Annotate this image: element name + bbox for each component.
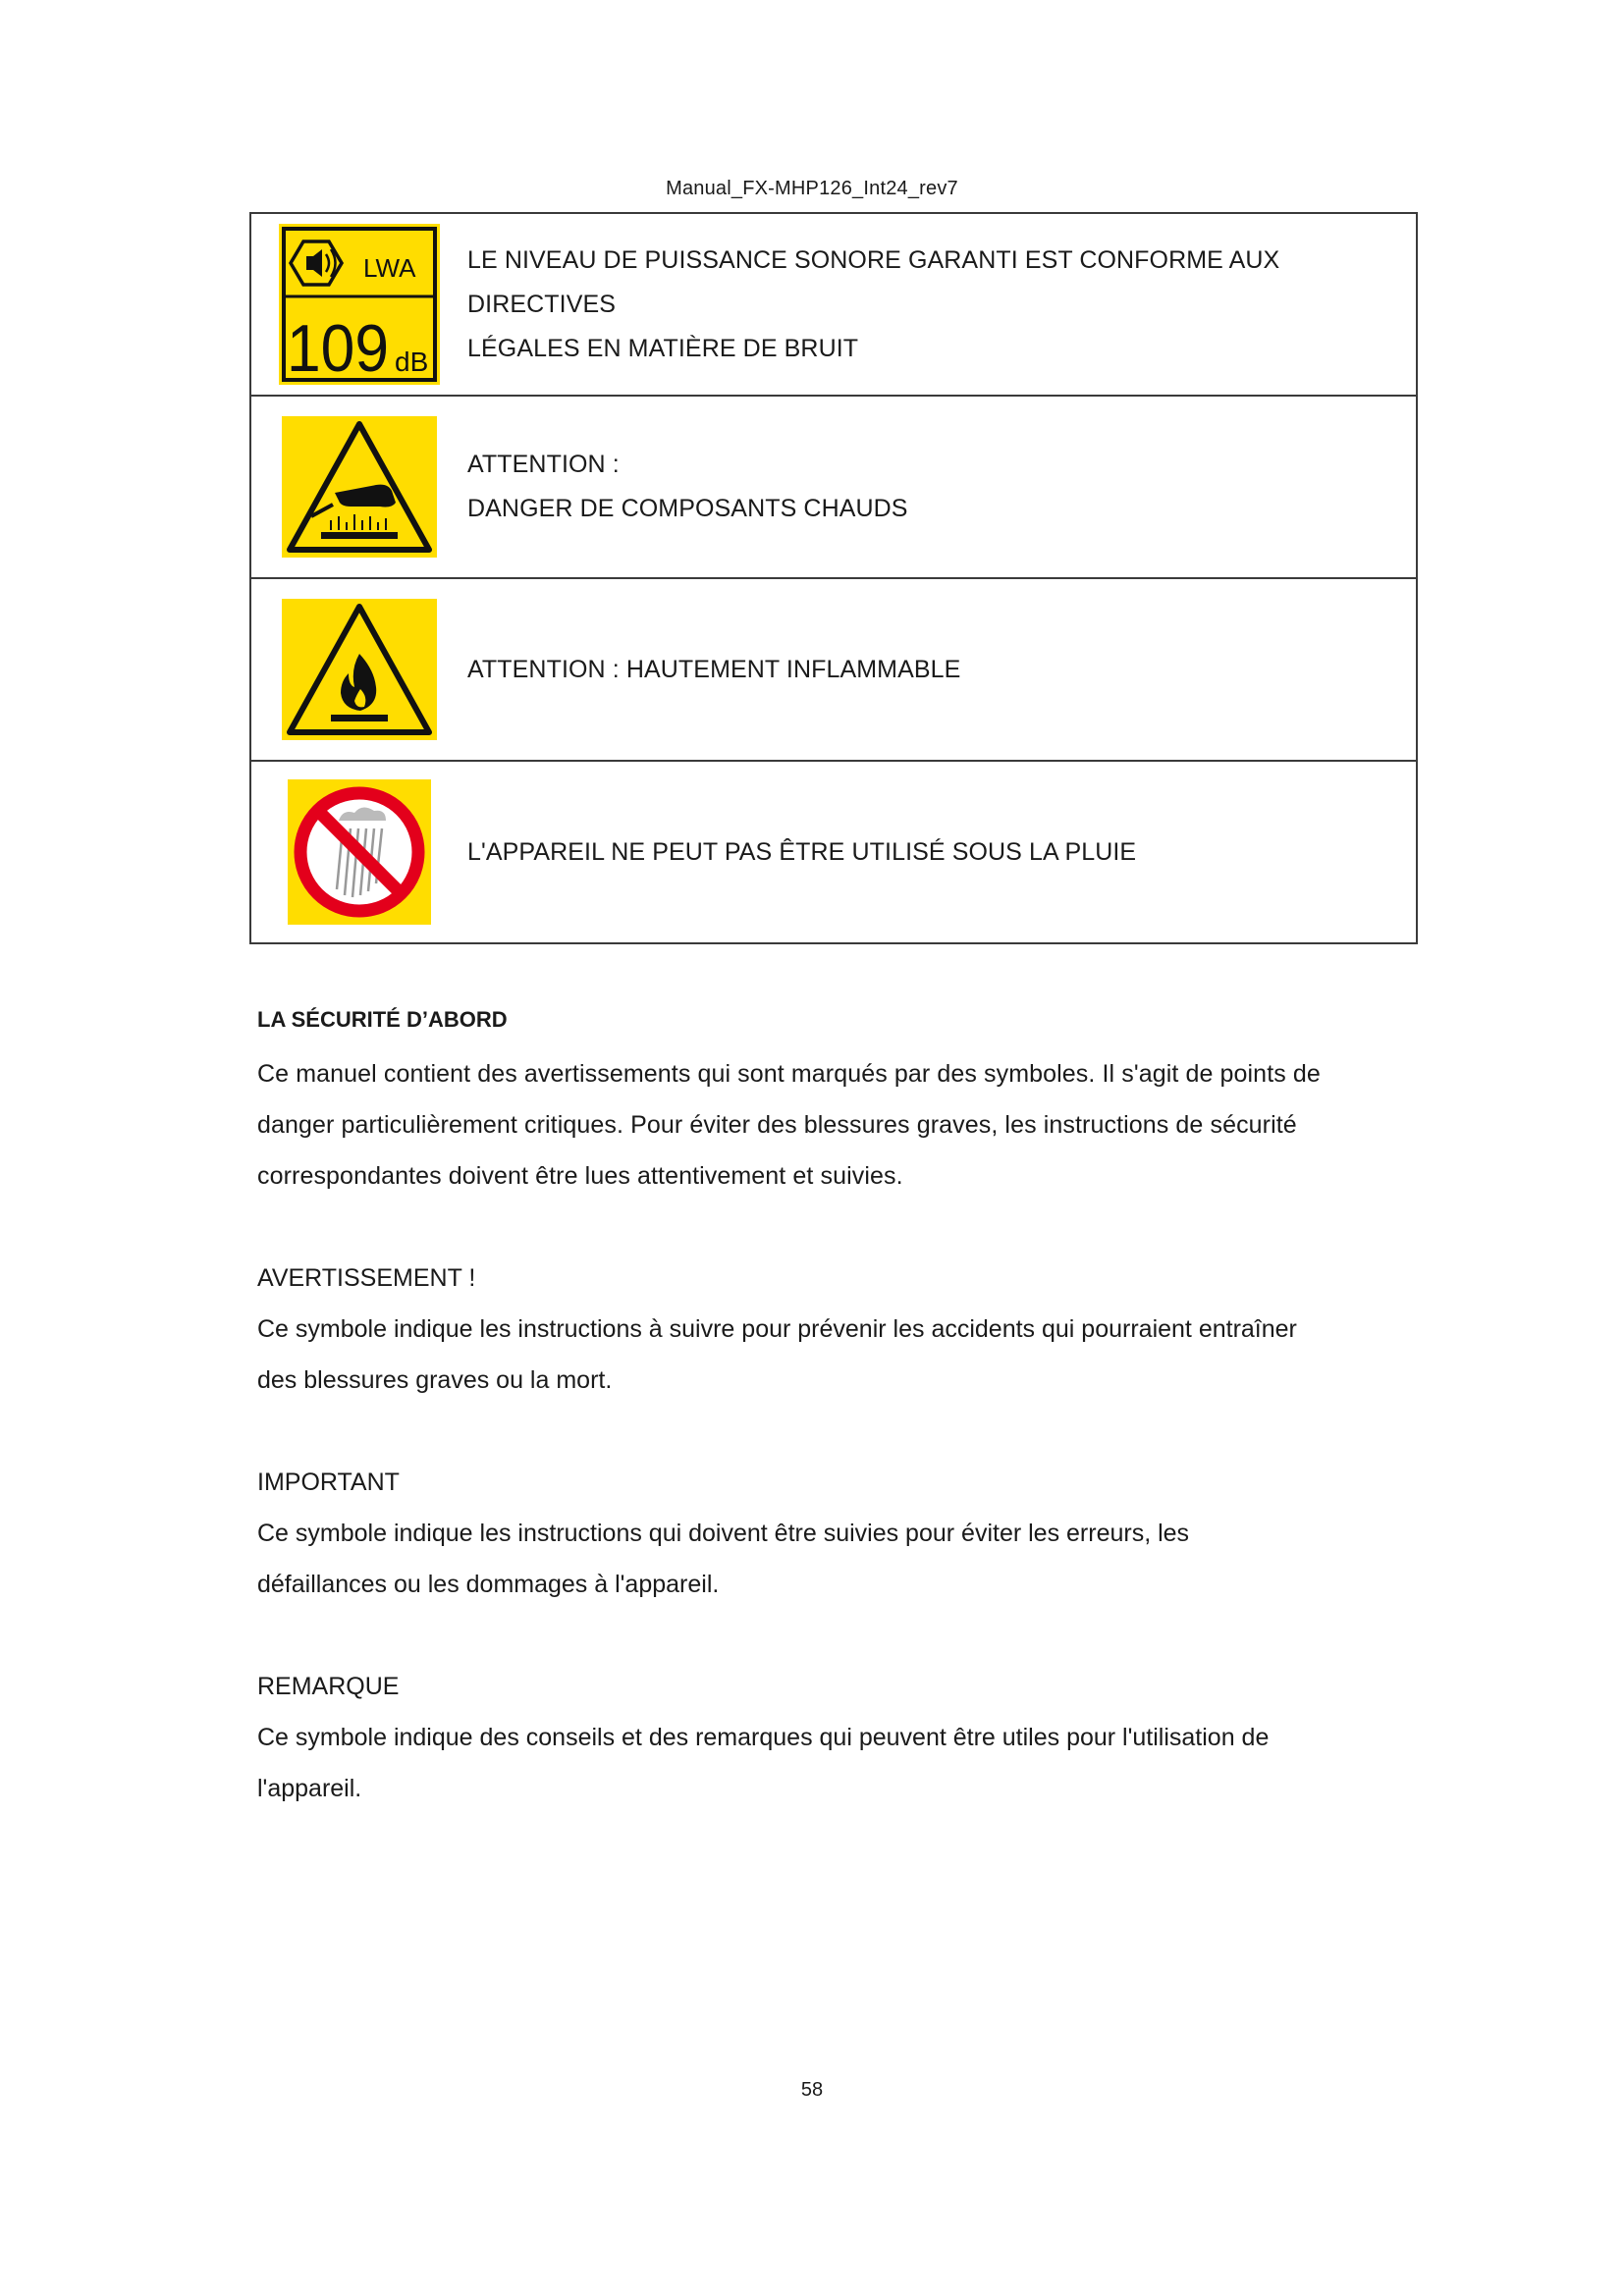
section-title: LA SÉCURITÉ D’ABORD <box>257 1007 508 1032</box>
paragraph-line: défaillances ou les dommages à l'appareil. <box>257 1571 720 1598</box>
section-heading: IMPORTANT <box>257 1468 400 1496</box>
row-text-line: L'APPAREIL NE PEUT PAS ÊTRE UTILISÉ SOUS LA PLUIE <box>467 837 1137 866</box>
hot-surface-warning-icon <box>282 416 437 558</box>
section-heading: REMARQUE <box>257 1673 400 1700</box>
sound-power-icon <box>279 224 440 385</box>
row-text-line: DANGER DE COMPOSANTS CHAUDS <box>467 495 908 522</box>
sound-power-value: 109 <box>287 311 389 385</box>
section-heading: AVERTISSEMENT ! <box>257 1264 476 1292</box>
row-text-line: LE NIVEAU DE PUISSANCE SONORE GARANTI EST CONFORME AUX DIRECTIVES <box>467 245 1280 318</box>
row-text-line: ATTENTION : <box>467 451 620 478</box>
paragraph-line: danger particulièrement critiques. Pour éviter des blessures graves, les instructions de sécurité <box>257 1111 1297 1139</box>
row-text-line: LÉGALES EN MATIÈRE DE BRUIT <box>467 334 859 362</box>
paragraph-line: Ce symbole indique les instructions à suivre pour prévenir les accidents qui pourraient entraîner <box>257 1315 1297 1343</box>
paragraph-line: des blessures graves ou la mort. <box>257 1366 613 1394</box>
note-section <box>257 1661 1377 1814</box>
safety-symbols-table <box>249 212 1418 944</box>
table-row <box>251 214 1416 397</box>
warning-section <box>257 1253 1377 1406</box>
row-text-line: ATTENTION : HAUTEMENT INFLAMMABLE <box>467 655 961 683</box>
paragraph-line: l'appareil. <box>257 1775 362 1802</box>
paragraph-line: correspondantes doivent être lues attentivement et suivies. <box>257 1162 903 1190</box>
paragraph-line: Ce manuel contient des avertissements qui sont marqués par des symboles. Il s'agit de points de <box>257 1060 1321 1088</box>
table-row <box>251 397 1416 579</box>
sound-power-unit: dB <box>395 347 429 377</box>
no-rain-use-icon <box>288 779 431 925</box>
table-row <box>251 762 1416 942</box>
page-number: 58 <box>800 2079 824 2101</box>
important-section <box>257 1457 1377 1610</box>
document-header: Manual_FX-MHP126_Int24_rev7 <box>666 178 958 199</box>
sound-power-label: LWA <box>363 253 416 283</box>
paragraph-line: Ce symbole indique les instructions qui doivent être suivies pour éviter les erreurs, les <box>257 1520 1190 1547</box>
intro-paragraph <box>257 1048 1377 1201</box>
table-row <box>251 579 1416 762</box>
flammable-warning-icon <box>282 599 437 740</box>
paragraph-line: Ce symbole indique des conseils et des remarques qui peuvent être utiles pour l'utilisation de <box>257 1724 1270 1751</box>
safety-section <box>257 1005 1377 1814</box>
